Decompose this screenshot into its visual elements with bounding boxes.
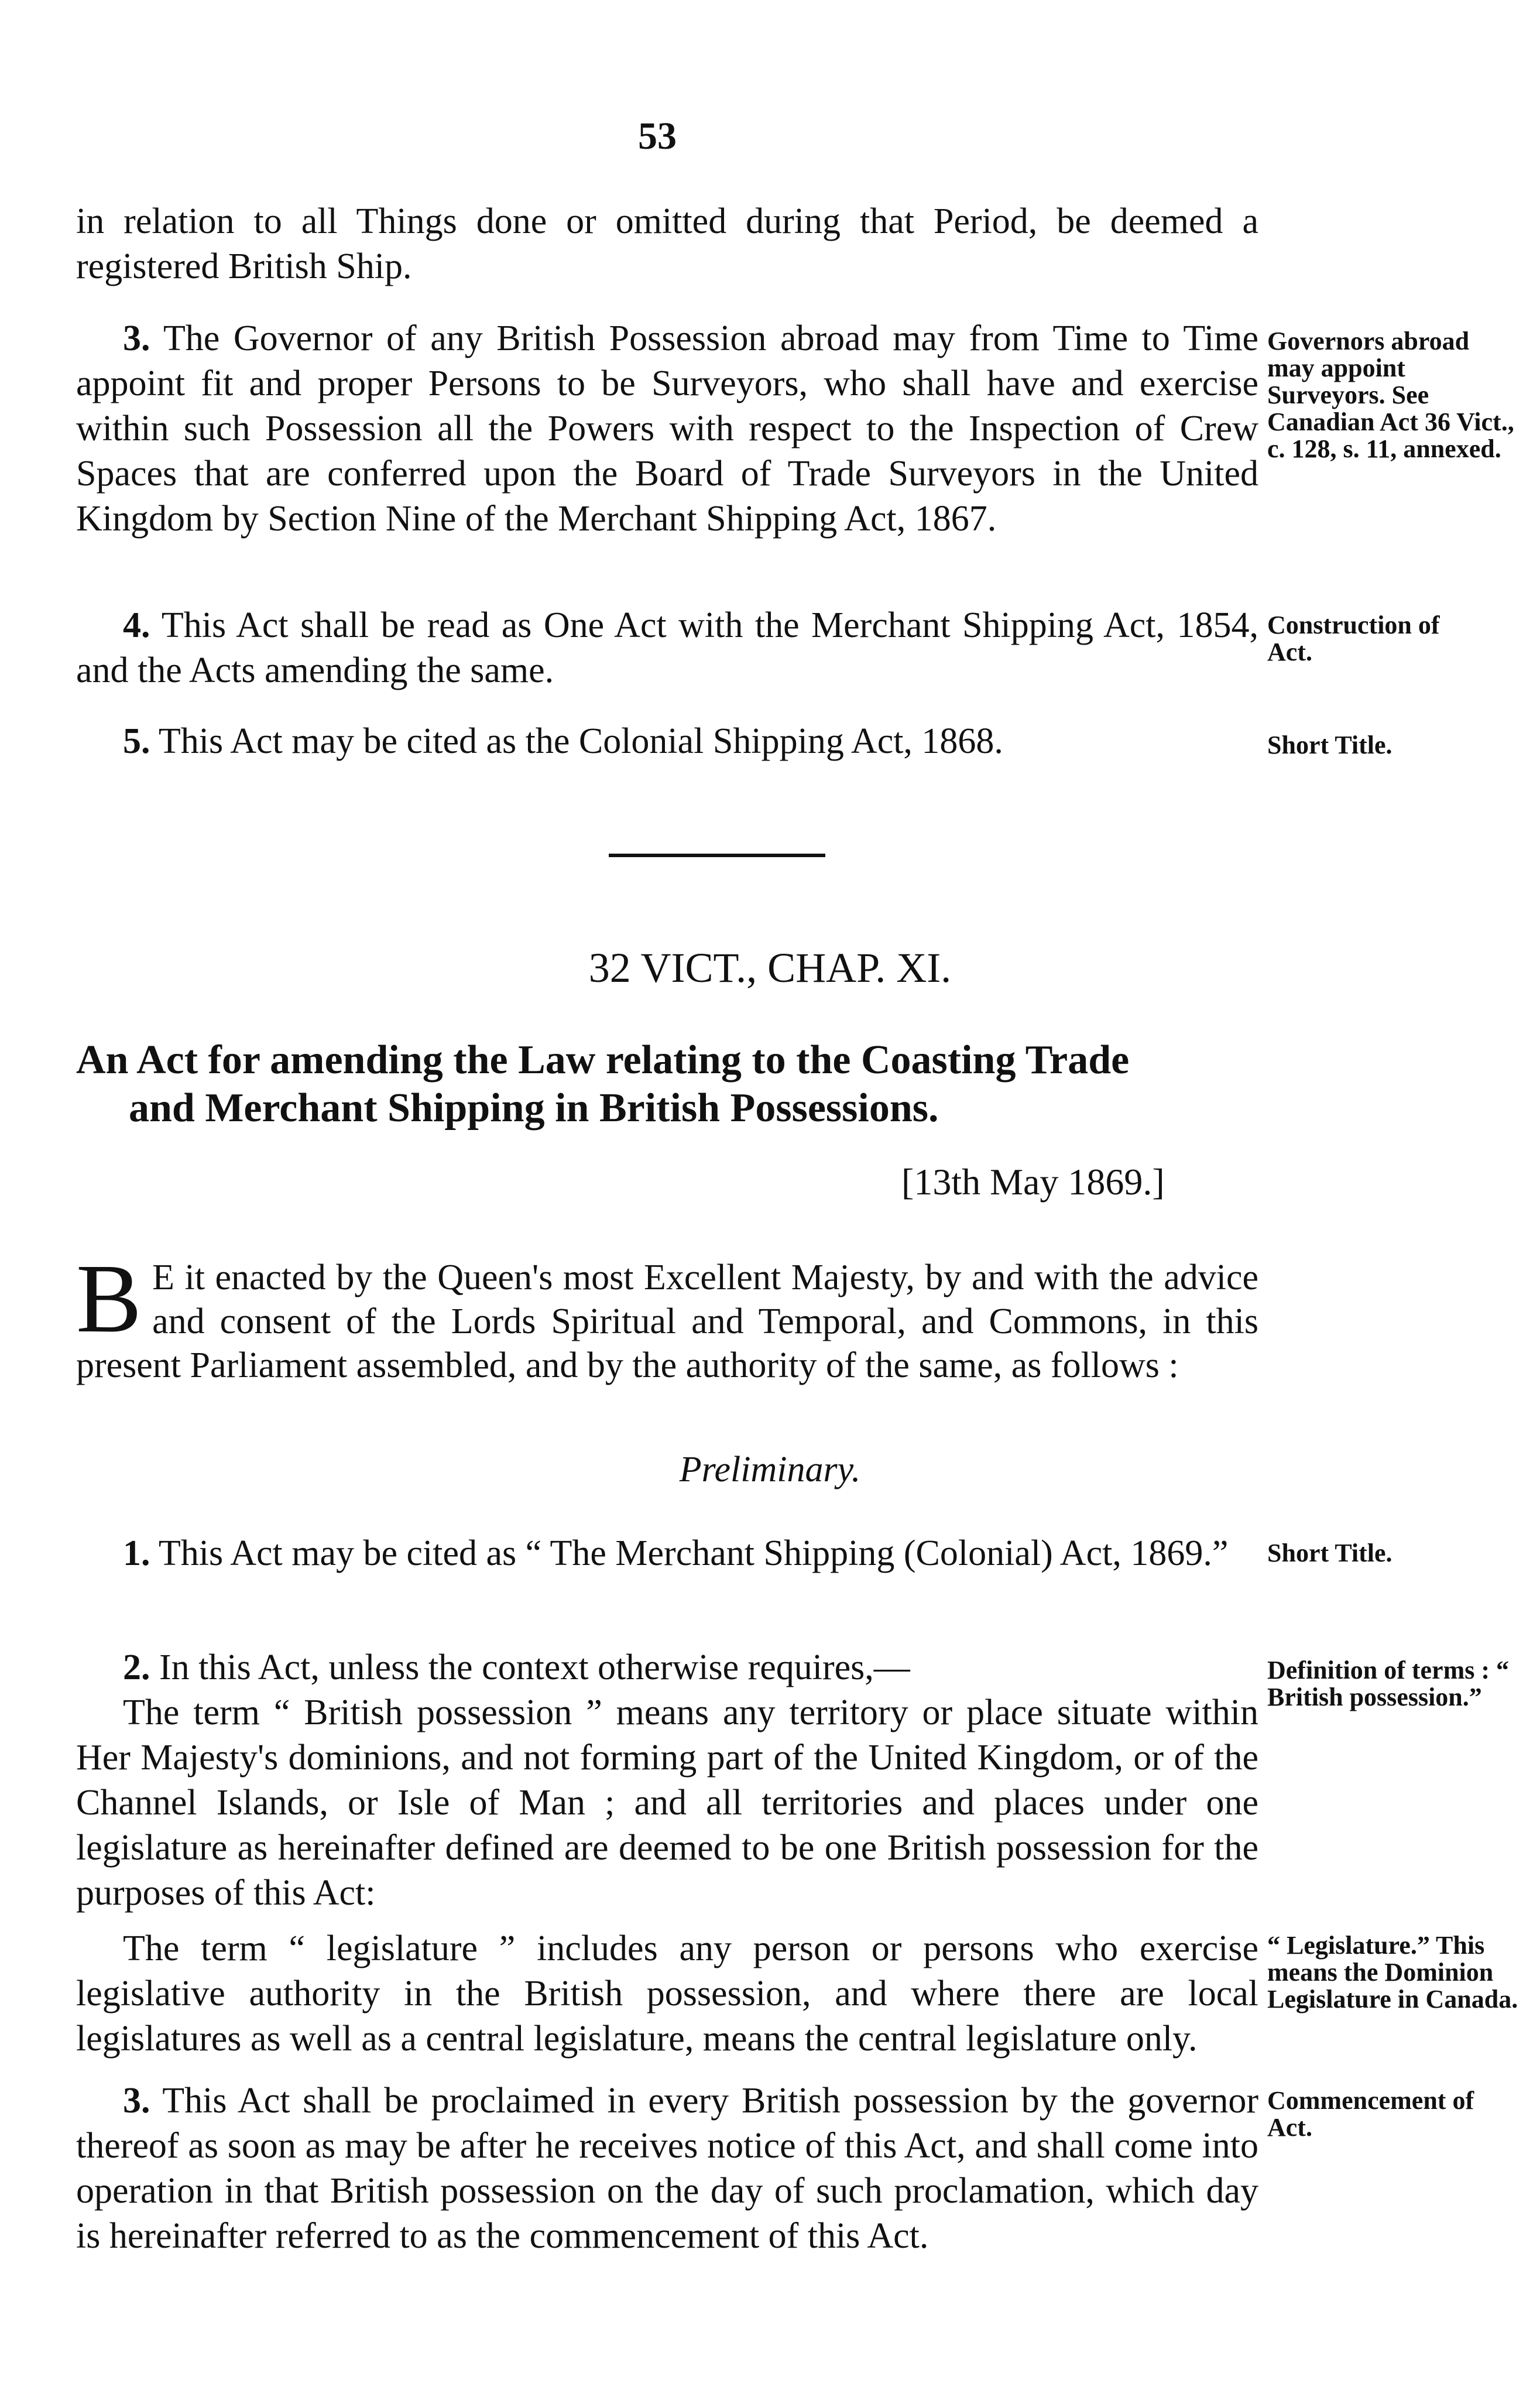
enacting-clause [76,1244,1258,1388]
section-3 [76,2078,1258,2259]
preliminary-heading: Preliminary. [679,1450,861,1489]
section-4-prev-act [76,603,1258,693]
chapter-heading: 32 VICT., CHAP. XI. [588,944,952,991]
section-3-prev-act [76,316,1258,542]
margin-note-legislature: “ Legislature.” This means the Dominion Legislature in Canada. [1267,1931,1518,2013]
page-number: 53 [638,115,677,157]
margin-note-definitions: Definition of terms : “ British possession.” [1267,1656,1510,1711]
section-text: The Governor of any British Possession abroad may from Time to Time appoint fit and proper Persons to be Surveyors, who shall have and exercise within such Possession all the Powers with respect to the Inspection of Crew Spaces that are conferred upon the Board of Trade Surveyors in the United Kingdom by Section Nine of the Merchant Shipping Act, 1867. [76,319,1258,539]
section-5-prev-act [76,719,1258,764]
section-number: 2. [123,1648,150,1687]
enacting-text: E it enacted by the Queen's most Excellent Majesty, by and with the advice and consent of the Lords Spiritual and Temporal, and Commons, in this present Parliament assembled, and by the authority of the same, as follows : [76,1258,1258,1385]
enactment-date: [13th May 1869.] [901,1161,1165,1203]
continued-paragraph: in relation to all Things done or omitted during that Period, be deemed a registered British Ship. [76,201,1258,286]
margin-note-governors: Governors abroad may appoint Surveyors. See Canadian Act 36 Vict., c. 128, s. 11, annexed. [1267,327,1514,463]
section-text: In this Act, unless the context otherwise requires,— [159,1648,910,1687]
section-text: This Act may be cited as the Colonial Shipping Act, 1868. [158,721,1003,761]
definition-legislature: The term “ legislature ” includes any person or persons who exercise legislative authority in the British possession, and where there are local legislatures as well as a central legislature, means the central legislature only. [76,1929,1258,2059]
section-text: This Act shall be read as One Act with the Merchant Shipping Act, 1854, and the Acts amending the same. [76,605,1258,690]
act-title [76,1036,1258,1132]
section-1 [76,1531,1258,1576]
section-number: 1. [123,1533,150,1573]
drop-cap: B [76,1244,142,1353]
margin-note-construction: Construction of Act. [1267,611,1440,666]
section-text: This Act shall be proclaimed in every British possession by the governor thereof as soon as may be after he receives notice of this Act, and shall come into operation in that British possession on the day of such proclamation, which day is hereinafter referred to as the commencement of this Act. [76,2081,1259,2256]
act-title-line-1: An Act for amending the Law relating to the Coasting Trade [76,1037,1130,1083]
section-number: 3. [123,2081,150,2121]
definition-british-possession: The term “ British possession ” means any territory or place situate within Her Majesty's dominions, and not forming part of the United Kingdom, or of the Channel Islands, or Isle of Man ; and all territories and places under one legislature as hereinafter defined are deemed to be one British possession for the purposes of this Act: [76,1693,1258,1913]
act-title-line-2: and Merchant Shipping in British Possessions. [129,1085,939,1131]
section-divider [609,854,825,857]
margin-note-short-title: Short Title. [1267,731,1392,759]
section-number: 3. [123,319,150,358]
margin-note-short-title-2: Short Title. [1267,1539,1392,1567]
margin-note-commencement: Commencement of Act. [1267,2086,1474,2142]
section-2 [76,1645,1258,1690]
section-number: 4. [123,605,150,645]
section-number: 5. [123,721,150,761]
section-text: This Act may be cited as “ The Merchant Shipping (Colonial) Act, 1869.” [158,1533,1229,1573]
